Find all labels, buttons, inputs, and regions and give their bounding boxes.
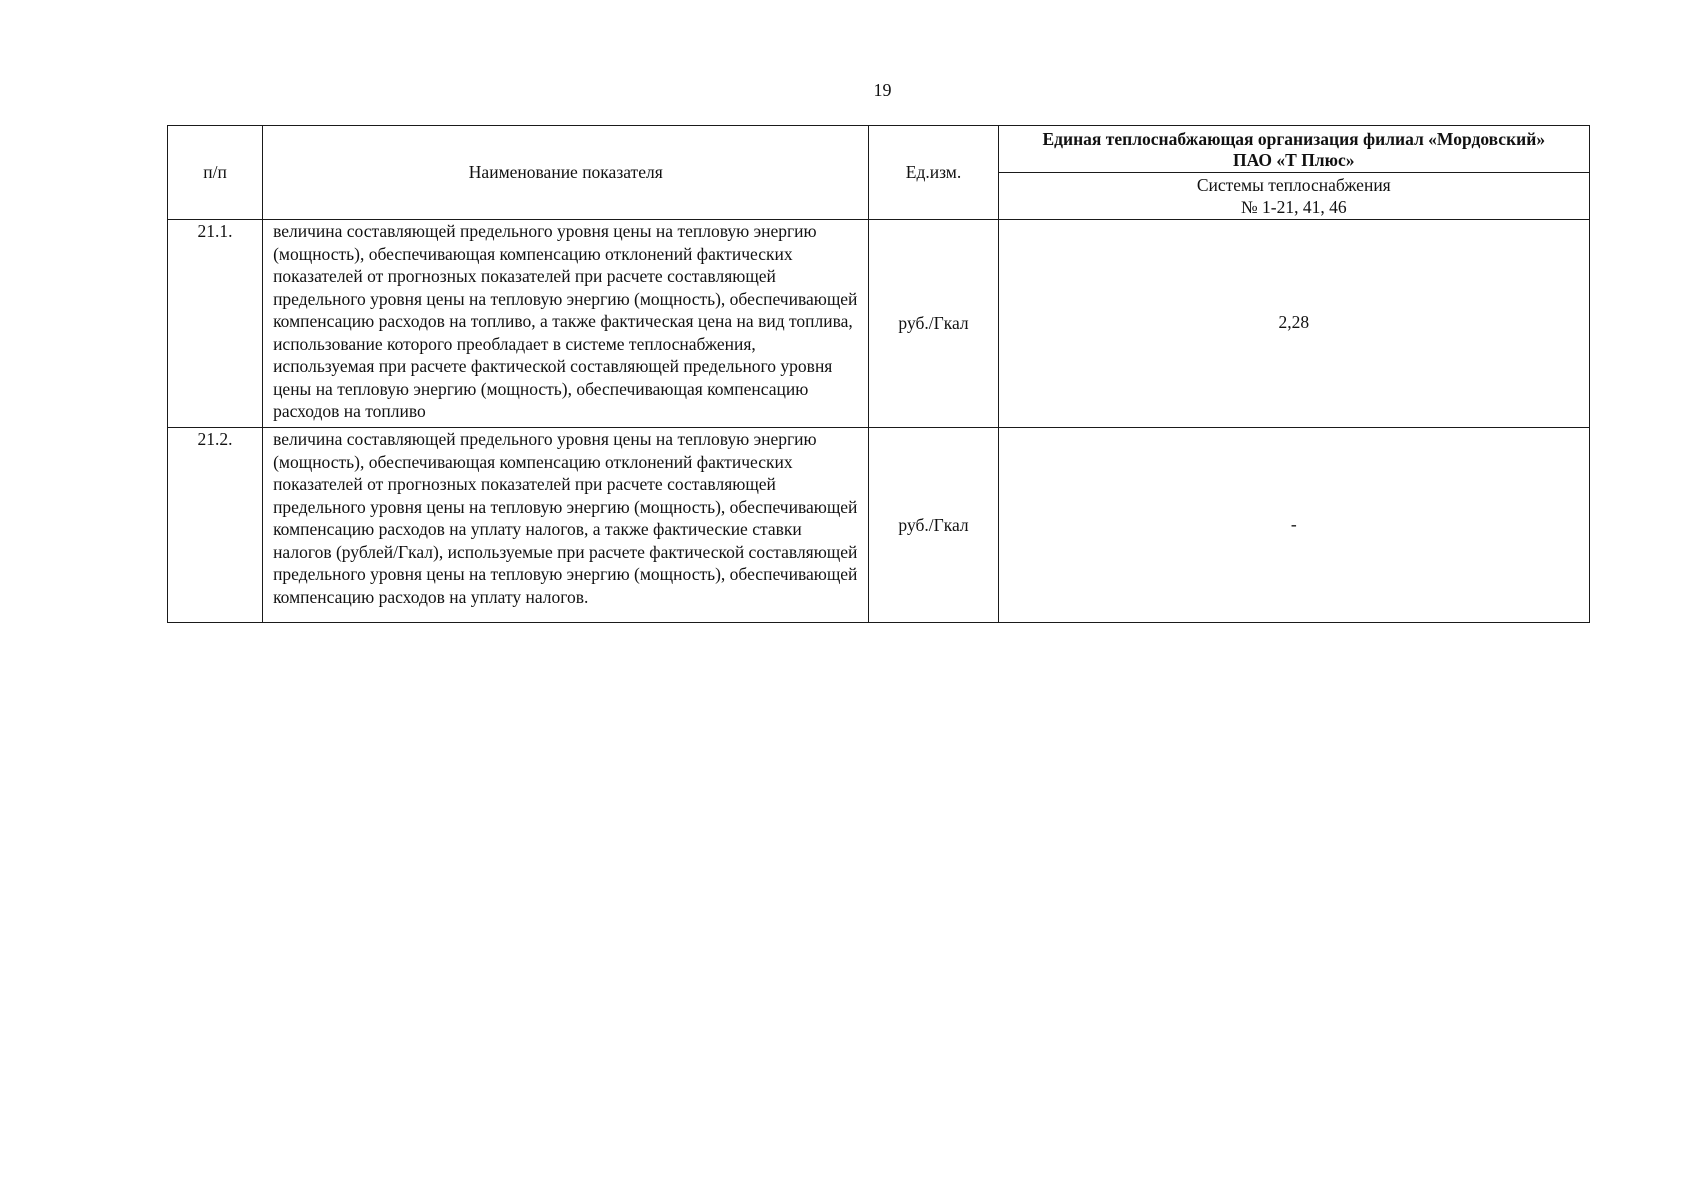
row-value: 2,28 [998,220,1589,428]
header-organization [998,126,1589,173]
header-unit: Ед.изм. [869,126,998,220]
row-value: - [998,428,1589,623]
row-indicator-name: величина составляющей предельного уровня цены на тепловую энергию (мощность), обеспечивающая компенсацию отклонений фактических показателей от прогнозных показателей при расчете составляющей предельного уровня цены на тепловую энергию (мощность), обеспечивающей компенсацию расходов на уплату налогов, а также фактические ставки налогов (рублей/Гкал), используемые при расчете фактической составляющей предельного уровня цены на тепловую энергию (мощность), обеспечивающей компенсацию расходов на уплату налогов. [263,428,869,623]
row-unit: руб./Гкал [869,220,998,428]
table-header-row [168,126,1590,173]
table-row [168,220,1590,428]
row-indicator-name: величина составляющей предельного уровня цены на тепловую энергию (мощность), обеспечивающая компенсацию отклонений фактических показателей от прогнозных показателей при расчете составляющей предельного уровня цены на тепловую энергию (мощность), обеспечивающей компенсацию расходов на топливо, а также фактическая цена на вид топлива, использование которого преобладает в системе теплоснабжения, используемая при расчете фактической составляющей предельного уровня цены на тепловую энергию (мощность), обеспечивающая компенсацию расходов на топливо [263,220,869,428]
header-number: п/п [168,126,263,220]
indicators-table [167,125,1590,623]
row-unit: руб./Гкал [869,428,998,623]
row-number: 21.2. [168,428,263,623]
row-number: 21.1. [168,220,263,428]
header-systems [998,173,1589,220]
page-number: 19 [873,80,892,100]
header-organization-line1: Единая теплоснабжающая организация филиал «Мордовский» [1042,129,1546,149]
header-indicator-name: Наименование показателя [263,126,869,220]
header-systems-line1: Системы теплоснабжения [1196,175,1391,195]
header-systems-line2: № 1-21, 41, 46 [1240,197,1347,217]
table-row [168,428,1590,623]
header-organization-line2: ПАО «Т Плюс» [1233,150,1355,170]
